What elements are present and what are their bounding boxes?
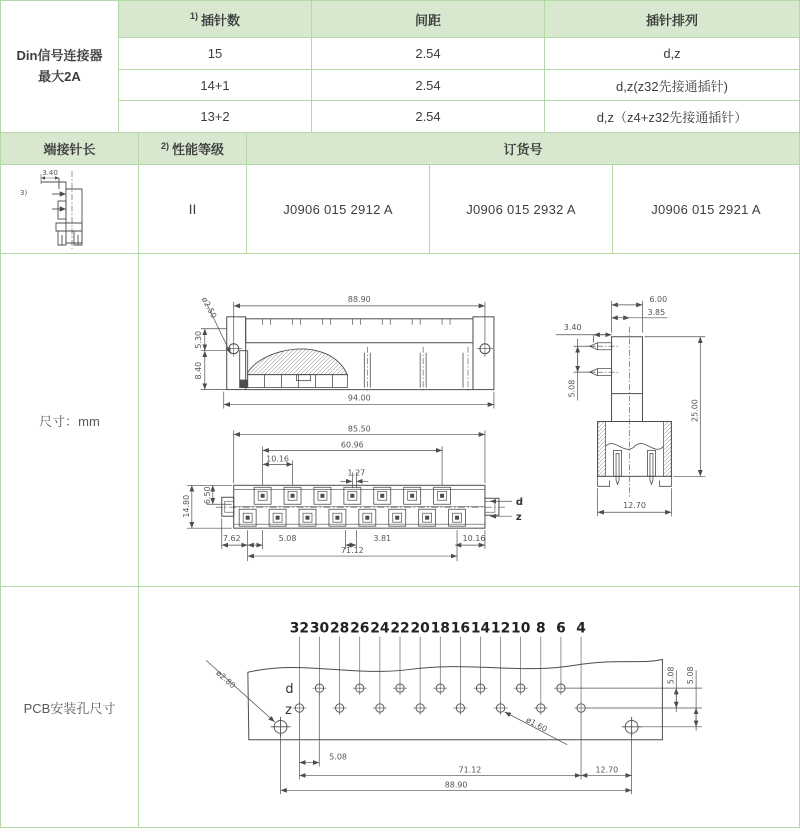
front-dim-top: 88.90	[347, 294, 371, 304]
pcb-pin-number: 24	[370, 620, 390, 637]
front-top-ticks	[263, 319, 450, 325]
footnote-2-marker: 2)	[160, 140, 169, 151]
footnote-3-marker: 3)	[19, 189, 27, 197]
pin-length-drawing	[10, 165, 130, 251]
top-view-contact-d	[380, 494, 384, 498]
dimension-drawings-cell	[139, 254, 799, 586]
top-dim-h1: 14.80	[181, 494, 191, 518]
side-dim-w2: 3.85	[647, 307, 666, 317]
top-view-contact-z	[246, 516, 250, 520]
pcb-dia-big: ø2.80	[214, 668, 238, 691]
table-row-cell: d,z	[545, 38, 799, 69]
side-dim-height: 25.00	[690, 399, 700, 422]
pcb-board-outline	[248, 659, 663, 739]
top-view-contact-d	[440, 494, 444, 498]
pcb-pin-number: 32	[289, 620, 310, 637]
header-order-number: 订货号	[247, 133, 799, 164]
top-view-contact-z	[276, 516, 280, 520]
footnote-1-marker: 1)	[189, 11, 198, 21]
pcb-section-label: PCB安装孔尺寸	[1, 587, 138, 827]
order-number-2: J0906 015 2932 A	[430, 165, 612, 253]
header-pin-length: 端接针长	[1, 133, 138, 164]
table-row-cell: 13+2	[119, 101, 311, 132]
pcb-pin-number: 14	[470, 620, 491, 637]
header-grade: 2) 性能等级	[139, 133, 246, 164]
pcb-pin-number: 16	[450, 620, 471, 637]
pin-count-table	[1, 1, 799, 132]
top-dim-w2: 60.96	[340, 440, 364, 450]
pin-length-drawing-cell	[1, 165, 138, 253]
top-view-contact-z	[305, 516, 309, 520]
pcb-row-d-label: d	[285, 682, 294, 698]
front-dim-left-lower: 8.40	[193, 361, 203, 380]
dimensions-section	[1, 254, 799, 586]
product-name-cell	[1, 1, 118, 132]
top-view-contact-z	[425, 516, 429, 520]
pcb-total-dim: 88.90	[444, 780, 468, 790]
header-arrangement: 插针排列	[545, 1, 799, 37]
pin-length-dim: 3.40	[41, 169, 58, 177]
pcb-pin-number: 18	[430, 620, 450, 637]
table-row-cell: 15	[119, 38, 311, 69]
top-view-contact-z	[335, 516, 339, 520]
top-dim-b5: 71.12	[340, 546, 364, 556]
table-row-cell: 14+1	[119, 70, 311, 100]
top-view-contact-d	[320, 494, 324, 498]
side-dim-w1: 6.00	[649, 294, 668, 304]
table-row-cell: d,z（z4+z32先接通插针）	[545, 101, 799, 132]
product-rating: 最大2A	[38, 68, 81, 84]
table-row-cell: 2.54	[312, 38, 544, 69]
pcb-row-z-label: z	[285, 702, 292, 718]
top-view-contact-d	[350, 494, 354, 498]
pcb-pin-number: 30	[309, 620, 330, 637]
order-number-1: J0906 015 2912 A	[247, 165, 429, 253]
pcb-pin-number: 28	[329, 620, 350, 637]
order-number-3: J0906 015 2921 A	[613, 165, 799, 253]
pcb-pin-number: 8	[536, 620, 546, 637]
table-row-cell: 2.54	[312, 70, 544, 100]
top-view-contact-z	[365, 516, 369, 520]
front-view-drawing	[194, 295, 494, 409]
top-view-drawing	[182, 424, 523, 561]
pcb-pin-number: 20	[410, 620, 430, 637]
top-dim-w3: 10.16	[266, 454, 289, 464]
top-view-pin-blocks	[239, 487, 465, 526]
top-row-d-label: d	[515, 497, 523, 509]
header-pin-count: 1) 插针数	[119, 1, 311, 37]
pcb-pin-number: 26	[350, 620, 370, 637]
pcb-col-dim: 5.08	[329, 752, 347, 762]
pcb-edge-dim: 12.70	[595, 765, 619, 775]
pin-profile-outline	[41, 178, 82, 245]
top-dim-w4: 1.27	[347, 468, 366, 478]
front-dim-bottom: 94.00	[347, 393, 371, 403]
dimensions-section-label: 尺寸：mm	[1, 254, 138, 586]
top-view-contact-d	[261, 494, 265, 498]
performance-grade: II	[139, 165, 246, 253]
side-dim-bottom: 12.70	[623, 501, 646, 511]
pcb-drawing-cell	[139, 587, 799, 827]
table-row-cell: 2.54	[312, 101, 544, 132]
top-view-contact-z	[455, 516, 459, 520]
pcb-right-dim2: 5.08	[686, 666, 696, 685]
pcb-pin-grid	[290, 621, 588, 715]
pcb-pin-number: 22	[390, 620, 410, 637]
top-view-contact-d	[291, 494, 295, 498]
top-dim-b4: 10.16	[462, 534, 486, 544]
top-dim-h2: 6.50	[202, 486, 212, 505]
top-dim-w1: 85.50	[347, 424, 371, 434]
pcb-pin-number: 10	[511, 620, 531, 637]
top-dim-b1: 7.62	[222, 534, 241, 544]
pcb-pin-number: 12	[490, 620, 511, 637]
side-dim-pitch: 5.08	[567, 379, 577, 398]
front-dim-left-upper: 5.30	[193, 330, 203, 349]
front-dim-hole-dia: ø2.50	[199, 295, 219, 320]
pcb-mount-holes	[271, 717, 642, 737]
top-dim-b2: 5.08	[278, 534, 297, 544]
order-number-table	[1, 133, 799, 253]
pcb-section	[1, 587, 799, 827]
side-dim-pin: 3.40	[563, 322, 582, 332]
top-dim-b3: 3.81	[373, 534, 392, 544]
top-view-contact-z	[395, 516, 399, 520]
pcb-dia-small: ø1.60	[524, 715, 549, 734]
product-name: Din信号连接器	[16, 48, 103, 64]
pcb-right-dim1: 5.08	[666, 666, 676, 685]
pcb-span-dim: 71.12	[458, 765, 482, 775]
pcb-drawing	[139, 587, 799, 827]
pcb-pin-number: 4	[576, 620, 586, 637]
top-view-contact-d	[410, 494, 414, 498]
top-row-z-label: z	[515, 512, 522, 524]
pcb-pin-number: 6	[556, 620, 566, 637]
dimension-drawings	[139, 254, 799, 586]
table-row-cell: d,z(z32先接通插针)	[545, 70, 799, 100]
header-pitch: 间距	[312, 1, 544, 37]
side-view-drawing	[556, 295, 706, 516]
